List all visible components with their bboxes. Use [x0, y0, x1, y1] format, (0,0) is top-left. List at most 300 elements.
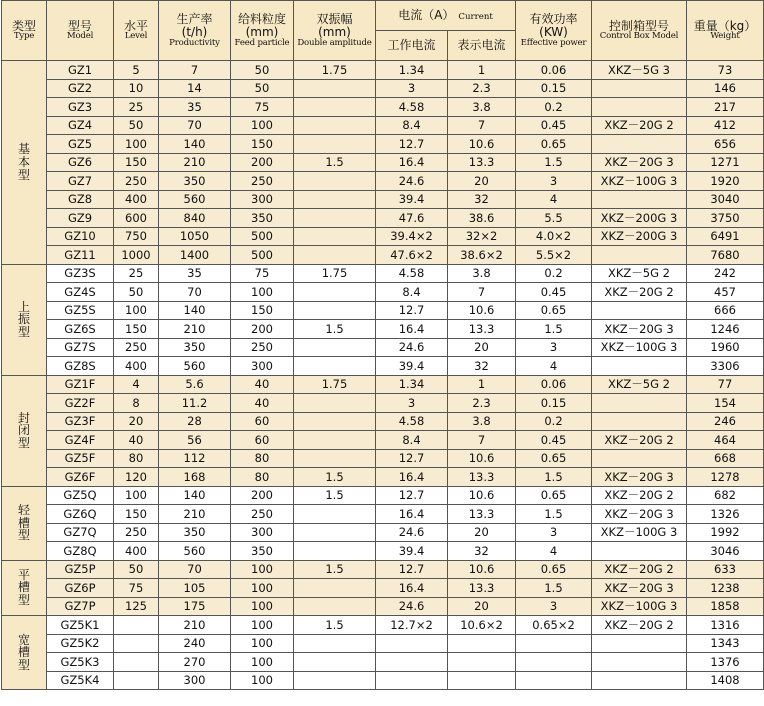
type-group-char: 基 — [17, 142, 30, 157]
cell-working-current: 8.4 — [376, 431, 448, 450]
table-row — [2, 394, 764, 413]
cell-effective-power: 5.5×2 — [516, 246, 592, 265]
cell-model: GZ4S — [47, 283, 114, 302]
cell-effective-power: 5.5 — [516, 209, 592, 228]
cell-productivity: 300 — [159, 671, 231, 690]
cell-double-amplitude — [294, 135, 376, 154]
cell-level — [114, 634, 159, 653]
cell-control-box — [592, 98, 687, 117]
cell-working-current: 39.4×2 — [376, 227, 448, 246]
cell-level: 120 — [114, 468, 159, 487]
cell-productivity: 70 — [159, 283, 231, 302]
header-model: 型号 Model — [47, 1, 114, 61]
cell-level: 150 — [114, 153, 159, 172]
cell-double-amplitude — [294, 357, 376, 376]
cell-double-amplitude — [294, 190, 376, 209]
header-productivity: 生产率 (t/h) Productivity — [159, 1, 231, 61]
cell-weight: 633 — [687, 560, 764, 579]
cell-feed-particle: 40 — [231, 394, 294, 413]
table-row — [2, 653, 764, 672]
table-row — [2, 190, 764, 209]
cell-working-current: 39.4 — [376, 190, 448, 209]
cell-level: 100 — [114, 486, 159, 505]
cell-feed-particle: 100 — [231, 560, 294, 579]
cell-working-current: 47.6 — [376, 209, 448, 228]
cell-display-current: 20 — [448, 338, 516, 357]
cell-level: 400 — [114, 542, 159, 561]
cell-feed-particle: 150 — [231, 301, 294, 320]
cell-level: 25 — [114, 98, 159, 117]
cell-display-current: 7 — [448, 431, 516, 450]
cell-effective-power: 3 — [516, 172, 592, 191]
cell-feed-particle: 300 — [231, 523, 294, 542]
cell-model: GZ5K1 — [47, 616, 114, 635]
cell-weight: 73 — [687, 61, 764, 80]
cell-effective-power: 4 — [516, 357, 592, 376]
cell-control-box: XKZ－20G 3 — [592, 153, 687, 172]
cell-display-current: 20 — [448, 597, 516, 616]
cell-control-box — [592, 653, 687, 672]
cell-productivity: 14 — [159, 79, 231, 98]
cell-working-current: 3 — [376, 79, 448, 98]
cell-control-box — [592, 301, 687, 320]
cell-effective-power: 4 — [516, 542, 592, 561]
cell-control-box: XKZ－200G 3 — [592, 209, 687, 228]
cell-control-box — [592, 449, 687, 468]
cell-feed-particle: 60 — [231, 412, 294, 431]
cell-working-current: 12.7 — [376, 486, 448, 505]
cell-weight: 77 — [687, 375, 764, 394]
cell-double-amplitude: 1.5 — [294, 616, 376, 635]
cell-model: GZ7P — [47, 597, 114, 616]
cell-control-box: XKZ－100G 3 — [592, 597, 687, 616]
type-group-char: 型 — [17, 167, 30, 182]
cell-model: GZ5F — [47, 449, 114, 468]
cell-productivity: 350 — [159, 172, 231, 191]
cell-model: GZ1F — [47, 375, 114, 394]
cell-model: GZ1 — [47, 61, 114, 80]
table-row — [2, 671, 764, 690]
cell-model: GZ6S — [47, 320, 114, 339]
cell-feed-particle: 350 — [231, 542, 294, 561]
cell-productivity: 56 — [159, 431, 231, 450]
cell-double-amplitude — [294, 542, 376, 561]
table-row — [2, 375, 764, 394]
header-working-current: 工作电流 — [376, 31, 448, 61]
cell-model: GZ8S — [47, 357, 114, 376]
cell-working-current: 4.58 — [376, 264, 448, 283]
cell-display-current — [448, 653, 516, 672]
cell-double-amplitude — [294, 412, 376, 431]
cell-display-current: 32 — [448, 542, 516, 561]
table-row — [2, 505, 764, 524]
cell-double-amplitude: 1.5 — [294, 468, 376, 487]
cell-model: GZ5K3 — [47, 653, 114, 672]
cell-weight: 1858 — [687, 597, 764, 616]
table-row — [2, 135, 764, 154]
cell-feed-particle: 500 — [231, 227, 294, 246]
cell-feed-particle: 100 — [231, 616, 294, 635]
cell-model: GZ5 — [47, 135, 114, 154]
cell-weight: 6491 — [687, 227, 764, 246]
cell-weight: 1278 — [687, 468, 764, 487]
cell-level: 600 — [114, 209, 159, 228]
cell-model: GZ10 — [47, 227, 114, 246]
cell-level: 100 — [114, 301, 159, 320]
cell-working-current: 24.6 — [376, 172, 448, 191]
table-row — [2, 449, 764, 468]
cell-weight: 3040 — [687, 190, 764, 209]
cell-display-current: 32 — [448, 190, 516, 209]
cell-double-amplitude: 1.75 — [294, 264, 376, 283]
type-group-char: 闭 — [17, 423, 30, 438]
cell-productivity: 28 — [159, 412, 231, 431]
type-group-char: 平 — [17, 567, 30, 582]
cell-effective-power: 0.06 — [516, 61, 592, 80]
cell-double-amplitude — [294, 579, 376, 598]
type-group-char: 轻 — [17, 503, 30, 518]
cell-feed-particle: 500 — [231, 246, 294, 265]
cell-feed-particle: 40 — [231, 375, 294, 394]
table-row — [2, 116, 764, 135]
cell-control-box: XKZ－200G 3 — [592, 227, 687, 246]
cell-control-box: XKZ－5G 2 — [592, 375, 687, 394]
cell-model: GZ7Q — [47, 523, 114, 542]
cell-model: GZ5K2 — [47, 634, 114, 653]
cell-level — [114, 671, 159, 690]
cell-model: GZ3 — [47, 98, 114, 117]
header-double-amplitude: 双振幅 (mm) Double amplitude — [294, 1, 376, 61]
cell-control-box: XKZ－20G 2 — [592, 486, 687, 505]
type-group-char: 型 — [17, 593, 30, 608]
cell-double-amplitude — [294, 523, 376, 542]
cell-control-box: XKZ－20G 3 — [592, 505, 687, 524]
cell-model: GZ9 — [47, 209, 114, 228]
cell-model: GZ5K4 — [47, 671, 114, 690]
cell-weight: 666 — [687, 301, 764, 320]
cell-working-current: 16.4 — [376, 579, 448, 598]
cell-level: 8 — [114, 394, 159, 413]
cell-weight: 3306 — [687, 357, 764, 376]
cell-control-box: XKZ－5G 2 — [592, 264, 687, 283]
cell-feed-particle: 100 — [231, 579, 294, 598]
cell-level: 25 — [114, 264, 159, 283]
cell-feed-particle: 100 — [231, 671, 294, 690]
cell-level: 400 — [114, 357, 159, 376]
cell-double-amplitude — [294, 116, 376, 135]
cell-double-amplitude — [294, 209, 376, 228]
header-display-current: 表示电流 — [448, 31, 516, 61]
cell-double-amplitude — [294, 227, 376, 246]
cell-control-box — [592, 412, 687, 431]
cell-productivity: 70 — [159, 116, 231, 135]
cell-working-current: 1.34 — [376, 61, 448, 80]
cell-control-box: XKZ－20G 2 — [592, 560, 687, 579]
cell-working-current: 12.7 — [376, 301, 448, 320]
cell-model: GZ4F — [47, 431, 114, 450]
cell-display-current: 10.6 — [448, 301, 516, 320]
cell-effective-power — [516, 653, 592, 672]
cell-level: 750 — [114, 227, 159, 246]
cell-weight: 1920 — [687, 172, 764, 191]
cell-control-box: XKZ－20G 2 — [592, 431, 687, 450]
cell-display-current: 13.3 — [448, 579, 516, 598]
cell-working-current — [376, 634, 448, 653]
cell-control-box — [592, 190, 687, 209]
table-row — [2, 431, 764, 450]
cell-level — [114, 653, 159, 672]
cell-effective-power: 0.2 — [516, 412, 592, 431]
cell-level: 1000 — [114, 246, 159, 265]
cell-display-current: 10.6 — [448, 449, 516, 468]
cell-control-box: XKZ－100G 3 — [592, 338, 687, 357]
type-group-label — [2, 264, 47, 375]
cell-weight: 1246 — [687, 320, 764, 339]
cell-control-box: XKZ－20G 3 — [592, 468, 687, 487]
table-row — [2, 209, 764, 228]
cell-feed-particle: 250 — [231, 172, 294, 191]
cell-feed-particle: 50 — [231, 61, 294, 80]
cell-level — [114, 616, 159, 635]
cell-level: 75 — [114, 579, 159, 598]
cell-model: GZ6Q — [47, 505, 114, 524]
cell-productivity: 210 — [159, 505, 231, 524]
cell-working-current — [376, 671, 448, 690]
cell-feed-particle: 100 — [231, 597, 294, 616]
cell-effective-power: 0.06 — [516, 375, 592, 394]
cell-weight: 656 — [687, 135, 764, 154]
cell-effective-power: 0.15 — [516, 394, 592, 413]
cell-productivity: 210 — [159, 320, 231, 339]
cell-double-amplitude — [294, 338, 376, 357]
cell-double-amplitude: 1.75 — [294, 375, 376, 394]
cell-level: 100 — [114, 135, 159, 154]
cell-productivity: 105 — [159, 579, 231, 598]
cell-productivity: 840 — [159, 209, 231, 228]
cell-level: 250 — [114, 172, 159, 191]
table-row — [2, 153, 764, 172]
cell-level: 125 — [114, 597, 159, 616]
type-group-char: 型 — [17, 528, 30, 543]
table-row — [2, 338, 764, 357]
cell-effective-power: 0.65 — [516, 560, 592, 579]
cell-display-current: 32 — [448, 357, 516, 376]
cell-effective-power — [516, 634, 592, 653]
cell-working-current: 12.7 — [376, 135, 448, 154]
cell-level: 150 — [114, 320, 159, 339]
cell-level: 250 — [114, 523, 159, 542]
cell-double-amplitude — [294, 671, 376, 690]
cell-model: GZ2F — [47, 394, 114, 413]
cell-double-amplitude — [294, 301, 376, 320]
cell-weight: 7680 — [687, 246, 764, 265]
cell-control-box: XKZ－20G 3 — [592, 579, 687, 598]
cell-productivity: 112 — [159, 449, 231, 468]
table-row — [2, 172, 764, 191]
spec-table-container — [1, 0, 763, 690]
cell-double-amplitude: 1.5 — [294, 320, 376, 339]
cell-working-current: 39.4 — [376, 357, 448, 376]
cell-model: GZ7 — [47, 172, 114, 191]
cell-weight: 1238 — [687, 579, 764, 598]
table-row — [2, 320, 764, 339]
cell-feed-particle: 300 — [231, 357, 294, 376]
cell-level: 50 — [114, 283, 159, 302]
cell-weight: 3046 — [687, 542, 764, 561]
cell-working-current: 12.7×2 — [376, 616, 448, 635]
table-row — [2, 560, 764, 579]
header-feed-particle: 给料粒度 (mm) Feed particle — [231, 1, 294, 61]
cell-double-amplitude — [294, 246, 376, 265]
cell-productivity: 350 — [159, 523, 231, 542]
table-row — [2, 98, 764, 117]
cell-control-box — [592, 542, 687, 561]
table-row — [2, 597, 764, 616]
cell-level: 50 — [114, 560, 159, 579]
cell-effective-power: 0.65 — [516, 301, 592, 320]
cell-display-current: 2.3 — [448, 394, 516, 413]
cell-productivity: 1050 — [159, 227, 231, 246]
cell-model: GZ4 — [47, 116, 114, 135]
table-row — [2, 301, 764, 320]
cell-productivity: 35 — [159, 264, 231, 283]
cell-feed-particle: 60 — [231, 431, 294, 450]
type-group-label — [2, 61, 47, 265]
cell-weight: 1376 — [687, 653, 764, 672]
cell-weight: 412 — [687, 116, 764, 135]
type-group-char: 振 — [17, 312, 30, 327]
cell-working-current: 4.58 — [376, 412, 448, 431]
table-row — [2, 412, 764, 431]
cell-display-current: 3.8 — [448, 412, 516, 431]
cell-weight: 154 — [687, 394, 764, 413]
table-row — [2, 283, 764, 302]
type-group-label — [2, 616, 47, 690]
cell-display-current: 32×2 — [448, 227, 516, 246]
cell-productivity: 210 — [159, 616, 231, 635]
cell-effective-power: 4.0×2 — [516, 227, 592, 246]
cell-effective-power: 4 — [516, 190, 592, 209]
cell-double-amplitude — [294, 394, 376, 413]
type-group-char: 槽 — [17, 580, 30, 595]
cell-display-current: 3.8 — [448, 264, 516, 283]
cell-display-current: 10.6 — [448, 486, 516, 505]
cell-feed-particle: 80 — [231, 449, 294, 468]
cell-weight: 1960 — [687, 338, 764, 357]
cell-double-amplitude: 1.5 — [294, 560, 376, 579]
cell-double-amplitude: 1.5 — [294, 486, 376, 505]
cell-productivity: 350 — [159, 338, 231, 357]
cell-display-current — [448, 671, 516, 690]
type-group-label — [2, 560, 47, 616]
cell-feed-particle: 200 — [231, 486, 294, 505]
cell-weight: 668 — [687, 449, 764, 468]
cell-productivity: 240 — [159, 634, 231, 653]
cell-double-amplitude — [294, 449, 376, 468]
cell-weight: 246 — [687, 412, 764, 431]
cell-display-current: 1 — [448, 375, 516, 394]
cell-model: GZ6F — [47, 468, 114, 487]
table-row — [2, 61, 764, 80]
cell-display-current: 7 — [448, 116, 516, 135]
header-current: 电流（A） Current — [376, 1, 516, 31]
type-group-char: 型 — [17, 657, 30, 672]
table-row — [2, 227, 764, 246]
cell-effective-power: 0.65 — [516, 449, 592, 468]
cell-effective-power: 0.45 — [516, 283, 592, 302]
cell-control-box — [592, 671, 687, 690]
cell-model: GZ7S — [47, 338, 114, 357]
cell-display-current: 13.3 — [448, 320, 516, 339]
cell-model: GZ3F — [47, 412, 114, 431]
cell-display-current: 10.6 — [448, 560, 516, 579]
cell-productivity: 210 — [159, 153, 231, 172]
cell-weight: 464 — [687, 431, 764, 450]
table-row — [2, 246, 764, 265]
cell-weight: 1343 — [687, 634, 764, 653]
cell-working-current: 8.4 — [376, 283, 448, 302]
cell-level: 40 — [114, 431, 159, 450]
cell-effective-power: 3 — [516, 597, 592, 616]
header-weight: 重量（kg） Weight — [687, 1, 764, 61]
cell-double-amplitude — [294, 172, 376, 191]
spec-table-body — [2, 61, 764, 690]
type-group-char: 型 — [17, 324, 30, 339]
type-group-char: 上 — [17, 299, 30, 314]
cell-level: 400 — [114, 190, 159, 209]
header-level: 水平 Level — [114, 1, 159, 61]
cell-effective-power: 0.65 — [516, 486, 592, 505]
cell-display-current: 13.3 — [448, 505, 516, 524]
cell-productivity: 140 — [159, 301, 231, 320]
cell-feed-particle: 100 — [231, 116, 294, 135]
cell-display-current: 3.8 — [448, 98, 516, 117]
type-group-label — [2, 486, 47, 560]
cell-productivity: 5.6 — [159, 375, 231, 394]
cell-model: GZ8Q — [47, 542, 114, 561]
cell-feed-particle: 200 — [231, 153, 294, 172]
cell-effective-power: 0.65×2 — [516, 616, 592, 635]
cell-working-current: 1.34 — [376, 375, 448, 394]
cell-double-amplitude: 1.75 — [294, 61, 376, 80]
cell-level: 80 — [114, 449, 159, 468]
cell-productivity: 140 — [159, 135, 231, 154]
cell-working-current: 8.4 — [376, 116, 448, 135]
cell-weight: 146 — [687, 79, 764, 98]
cell-productivity: 70 — [159, 560, 231, 579]
table-row — [2, 579, 764, 598]
cell-feed-particle: 350 — [231, 209, 294, 228]
cell-double-amplitude — [294, 634, 376, 653]
cell-control-box — [592, 634, 687, 653]
cell-feed-particle: 200 — [231, 320, 294, 339]
cell-effective-power: 0.45 — [516, 116, 592, 135]
cell-double-amplitude — [294, 597, 376, 616]
cell-productivity: 560 — [159, 357, 231, 376]
cell-control-box: XKZ－100G 3 — [592, 172, 687, 191]
cell-weight: 3750 — [687, 209, 764, 228]
cell-feed-particle: 150 — [231, 135, 294, 154]
cell-working-current: 47.6×2 — [376, 246, 448, 265]
cell-feed-particle: 75 — [231, 98, 294, 117]
table-row — [2, 357, 764, 376]
cell-productivity: 560 — [159, 190, 231, 209]
table-row — [2, 486, 764, 505]
cell-display-current: 10.6×2 — [448, 616, 516, 635]
cell-model: GZ5Q — [47, 486, 114, 505]
cell-display-current: 1 — [448, 61, 516, 80]
cell-model: GZ6P — [47, 579, 114, 598]
